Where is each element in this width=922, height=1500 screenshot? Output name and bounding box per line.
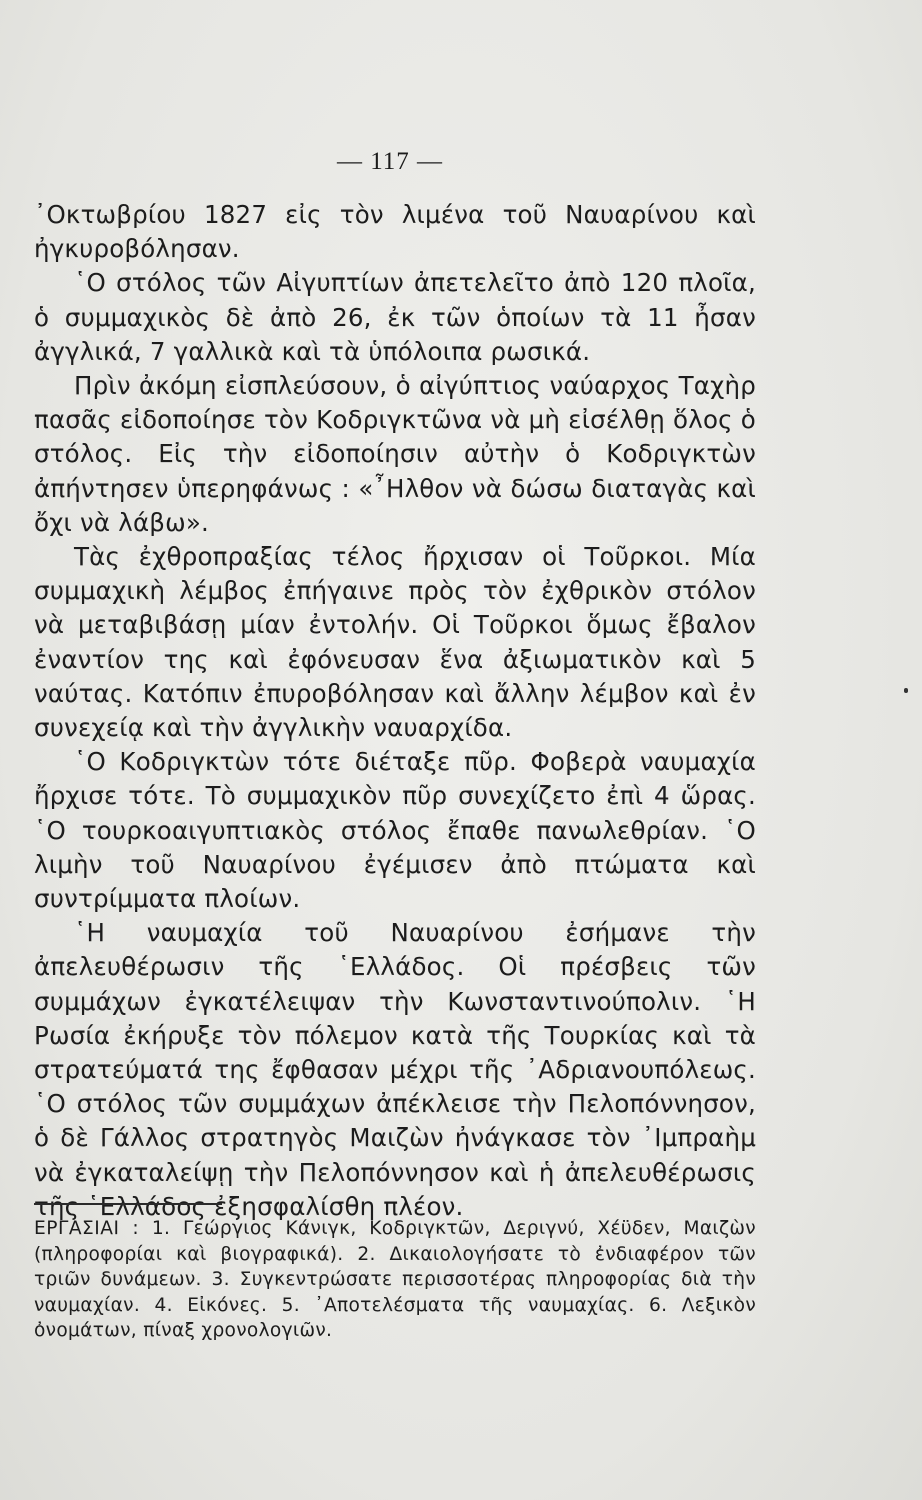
paragraph: ῾Ο στόλος τῶν Αἰγυπτίων ἀπετελεῖτο ἀπὸ 120 πλοῖα, ὁ συμμαχικὸς δὲ ἀπὸ 26, ἐκ τῶν ὁποίων τὰ 11 ἦσαν ἀγγλικά, 7 γαλλικὰ καὶ τὰ ὑπόλοιπα ρωσικά. (34, 268, 756, 366)
footnote-label: ΕΡΓΑΣΙΑΙ : (34, 1218, 140, 1239)
footnote (34, 1216, 756, 1344)
paragraph: Τὰς ἐχθροπραξίας τέλος ἤρχισαν οἱ Τοῦρκοι. Μία συμμαχικὴ λέμβος ἐπήγαινε πρὸς τὸν ἐχθρικὸν στόλον νὰ μεταβιβάσῃ μίαν ἐντολήν. Οἱ Τοῦρκοι ὅμως ἔβαλον ἐναντίον της καὶ ἐφόνευσαν ἕνα ἀξιωματικὸν καὶ 5 ναύτας. Κατόπιν ἐπυροβόλησαν καὶ ἄλλην λέμβον καὶ ἐν συνεχείᾳ καὶ τὴν ἀγγλικὴν ναυαρχίδα. (34, 542, 756, 743)
paragraph: ῾Η ναυμαχία τοῦ Ναυαρίνου ἐσήμανε τὴν ἀπελευθέρωσιν τῆς ῾Ελλάδος. Οἱ πρέσβεις τῶν συμμάχων ἐγκατέλειψαν τὴν Κωνσταντινούπολιν. ῾Η Ρωσία ἐκήρυξε τὸν πόλεμον κατὰ τῆς Τουρκίας καὶ τὰ στρατεύματά της ἔφθασαν μέχρι τῆς ᾿Αδριανουπόλεως. ῾Ο στόλος τῶν συμμάχων ἀπέκλεισε τὴν Πελοπόννησον, ὁ δὲ Γάλλος στρατηγὸς Μαιζὼν ἠνάγκασε τὸν ᾿Ιμπραὴμ νὰ ἐγκαταλείψῃ τὴν Πελοπόννησον καὶ ἡ ἀπελευθέρωσις τῆς ῾Ελλάδος ἐξησφαλίσθη πλέον. (34, 918, 756, 1221)
paragraph: Πρὶν ἀκόμη εἰσπλεύσουν, ὁ αἰγύπτιος ναύαρχος Ταχὴρ πασᾶς εἰδοποίησε τὸν Κοδριγκτῶνα νὰ μὴ εἰσέλθῃ ὅλος ὁ στόλος. Εἰς τὴν εἰδοποίησιν αὐτὴν ὁ Κοδριγκτὼν ἀπήντησεν ὑπερηφάνως : «῏Ηλθον νὰ δώσω διαταγὰς καὶ ὄχι νὰ λάβω». (34, 371, 756, 537)
body-text (34, 198, 756, 1224)
footnote-divider (34, 1203, 222, 1205)
ink-speck (904, 688, 908, 693)
page-number: — 117 — (336, 148, 444, 175)
paragraph: ῾Ο Κοδριγκτὼν τότε διέταξε πῦρ. Φοβερὰ ναυμαχία ἤρχισε τότε. Τὸ συμμαχικὸν πῦρ συνεχίζετο ἐπὶ 4 ὥρας. ῾Ο τουρκοαιγυπτιακὸς στόλος ἔπαθε πανωλεθρίαν. ῾Ο λιμὴν τοῦ Ναυαρίνου ἐγέμισεν ἀπὸ πτώματα καὶ συντρίμματα πλοίων. (34, 747, 756, 914)
paragraph: ᾿Οκτωβρίου 1827 εἰς τὸν λιμένα τοῦ Ναυαρίνου καὶ ἠγκυροβόλησαν. (34, 200, 756, 264)
footnote-text: 1. Γεώργιος Κάνιγκ, Κοδριγκτῶν, Δεριγνύ, Χέϋδεν, Μαιζὼν (πληροφορίαι καὶ βιογραφικά). 2. Δικαιολογήσατε τὸ ἐνδιαφέρον τῶν τριῶν δυνάμεων. 3. Συγκεντρώσατε περισσοτέρας πληροφορίας διὰ τὴν ναυμαχίαν. 4. Εἰκόνες. 5. ᾿Αποτελέσματα τῆς ναυμαχίας. 6. Λεξικὸν ὀνομάτων, πίναξ χρονολογιῶν. (34, 1218, 756, 1341)
